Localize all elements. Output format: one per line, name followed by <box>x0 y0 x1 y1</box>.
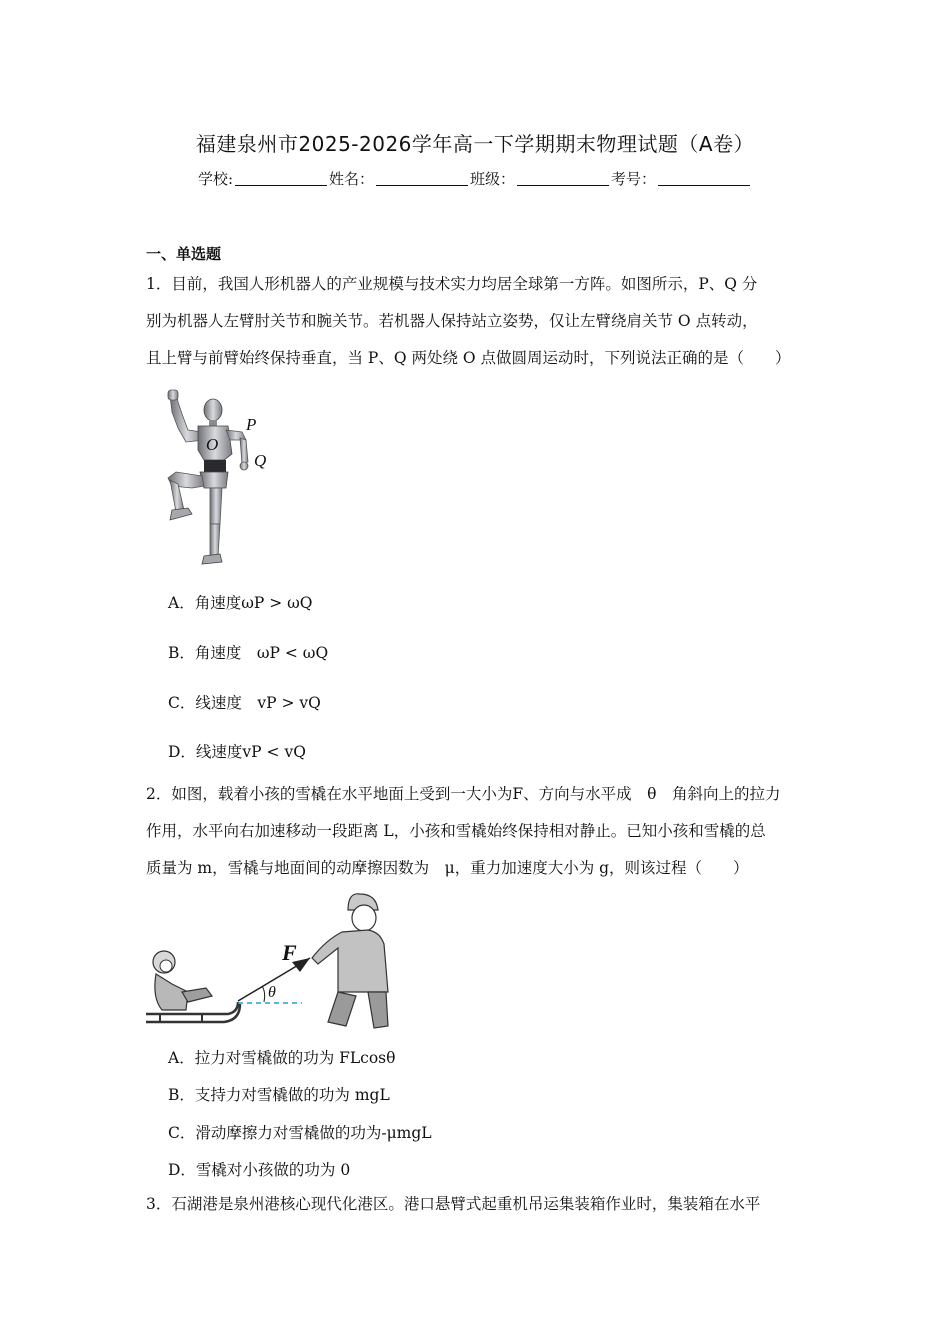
label-f: F <box>282 940 297 965</box>
q1-option-c[interactable]: C．线速度 vP > vQ <box>168 694 321 712</box>
label-p: P <box>246 415 257 434</box>
q2-option-c[interactable]: C．滑动摩擦力对雪橇做的功为-μmgL <box>168 1124 432 1142</box>
sled-figure <box>142 888 392 1033</box>
q1-line-2: 别为机器人左臂肘关节和腕关节。若机器人保持站立姿势，仅让左臂绕肩关节 O 点转动， <box>146 312 758 330</box>
q1-option-b[interactable]: B．角速度 ωP < ωQ <box>168 644 329 662</box>
q2-option-b[interactable]: B．支持力对雪橇做的功为 mgL <box>168 1086 390 1104</box>
q1-line-1: 1．目前，我国人形机器人的产业规模与技术实力均居全球第一方阵。如图所示，P、Q 分 <box>146 275 758 293</box>
robot-figure <box>158 388 278 568</box>
q1-option-d[interactable]: D．线速度vP < vQ <box>168 743 306 761</box>
number-blank[interactable] <box>658 171 750 186</box>
q1-option-a[interactable]: A．角速度ωP > ωQ <box>168 594 313 612</box>
label-theta: θ <box>268 984 276 1001</box>
label-q: Q <box>254 451 267 470</box>
section-title: 一、单选题 <box>146 245 222 263</box>
question-3-text <box>146 1186 806 1223</box>
name-blank[interactable] <box>376 171 468 186</box>
school-label: 学校: <box>197 170 233 188</box>
exam-title: 福建泉州市2025-2026学年高一下学期期末物理试题（A卷） <box>195 132 755 156</box>
question-1-text <box>146 266 806 377</box>
label-o: O <box>206 435 219 454</box>
q2-line-3: 质量为 m，雪橇与地面间的动摩擦因数为 μ，重力加速度大小为 g，则该过程（ ） <box>146 859 749 877</box>
q1-line-3: 且上臂与前臂始终保持垂直，当 P、Q 两处绕 O 点做圆周运动时，下列说法正确的是（ ） <box>146 349 791 367</box>
q2-option-d[interactable]: D．雪橇对小孩做的功为 0 <box>168 1161 351 1179</box>
class-blank[interactable] <box>517 171 609 186</box>
class-label: 班级： <box>470 170 516 188</box>
school-blank[interactable] <box>235 171 327 186</box>
number-label: 考号： <box>611 170 657 188</box>
name-label: 姓名： <box>329 170 375 188</box>
q2-line-1: 2．如图，载着小孩的雪橇在水平地面上受到一大小为F、方向与水平成 θ 角斜向上的拉力 <box>146 785 781 803</box>
q3-line-1: 3．石湖港是泉州港核心现代化港区。港口悬臂式起重机吊运集装箱作业时，集装箱在水平 <box>146 1195 761 1213</box>
student-info-line <box>0 168 950 189</box>
q2-line-2: 作用，水平向右加速移动一段距离 L，小孩和雪橇始终保持相对静止。已知小孩和雪橇的总 <box>146 822 766 840</box>
question-2-text <box>146 776 806 887</box>
q2-option-a[interactable]: A．拉力对雪橇做的功为 FLcosθ <box>168 1049 396 1067</box>
